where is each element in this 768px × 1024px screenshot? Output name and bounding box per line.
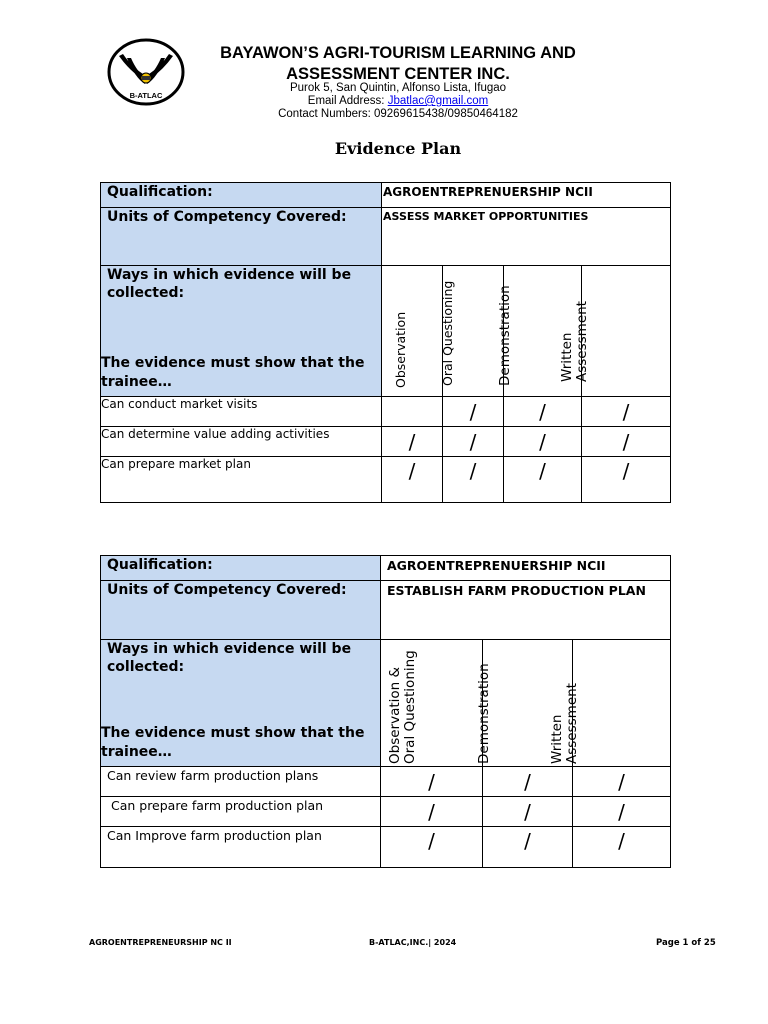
evidence-plan-table-1 [100,182,671,503]
check-slash-mark: / [469,429,477,454]
units-value: ASSESS MARKET OPPORTUNITIES [382,208,671,266]
mark-cell [381,767,483,797]
criterion-text: Can conduct market visits [101,397,382,427]
qualification-value: AGROENTREPRENUERSHIP NCII [381,556,671,581]
check-slash-mark: / [469,459,477,483]
check-slash-mark: / [428,769,435,794]
check-slash-mark: / [622,429,630,454]
method-header-observation [382,266,443,397]
logo-text: B-ATLAC [129,91,163,100]
table-row [101,427,671,457]
mark-cell [443,457,504,503]
ways-label: Ways in which evidence will be collected: [107,641,352,675]
check-slash-mark: / [539,399,546,424]
method-header-written-assessment [559,266,671,397]
mark-cell [381,797,483,827]
qualification-label: Qualification: [101,556,381,581]
check-slash-mark: / [408,459,416,483]
ways-cell [101,640,381,767]
mark-cell [504,397,582,427]
mark-cell [382,427,443,457]
method-label: Demonstration [496,285,513,386]
method-label: Written Assessment [548,683,580,764]
email-link[interactable]: Jbatlac@gmail.com [387,95,489,107]
mark-cell [483,767,573,797]
check-slash-mark: / [622,459,630,483]
units-value: ESTABLISH FARM PRODUCTION PLAN [381,581,671,640]
check-slash-mark: / [618,799,625,824]
mark-cell [504,427,582,457]
method-header-written-assessment [548,640,671,767]
mark-cell [443,397,504,427]
mark-cell [573,797,671,827]
mark-cell [382,457,443,503]
qualification-label: Qualification: [101,183,382,208]
b-atlac-logo [107,38,185,106]
mark-cell [483,827,573,868]
org-name-line1: BAYAWON’S AGRI-TOURISM LEARNING AND [220,44,576,62]
criterion-text: Can determine value adding activities [101,427,382,457]
mark-cell [582,457,671,503]
check-slash-mark: / [524,799,531,824]
check-slash-mark: / [618,829,625,853]
mark-cell [573,827,671,868]
footer-center: B-ATLAC,INC.| 2024 [369,938,457,947]
footer-page-number: Page 1 of 25 [656,938,716,948]
contact-numbers: Contact Numbers: 09269615438/09850464182 [278,108,518,120]
units-label: Units of Competency Covered: [101,208,382,266]
email-label: Email Address: [307,95,388,107]
evidence-label: The evidence must show that the trainee… [101,355,365,390]
ways-label: Ways in which evidence will be collected: [107,267,352,301]
check-slash-mark: / [524,769,531,794]
ways-cell [101,266,382,397]
document-title: Evidence Plan [334,139,462,158]
table-row [101,457,671,503]
mark-cell [483,797,573,827]
mark-cell [443,427,504,457]
units-label: Units of Competency Covered: [101,581,381,640]
footer-left: AGROENTREPRENEURSHIP NC II [89,938,232,947]
check-slash-mark: / [408,429,416,454]
mark-cell [582,427,671,457]
check-slash-mark: / [618,769,625,794]
method-label: Oral Questioning [440,280,455,386]
method-header-oral-questioning [440,266,504,397]
check-slash-mark: / [428,799,435,824]
check-slash-mark: / [524,829,531,853]
qualification-value: AGROENTREPRENUERSHIP NCII [382,183,671,208]
email-line [190,95,606,108]
method-label: Observation [393,311,408,388]
org-name-line2: ASSESSMENT CENTER INC. [286,65,510,83]
method-label: Written Assessment [559,301,590,382]
check-slash-mark: / [622,399,630,424]
evidence-plan-table-2 [100,555,671,868]
table-row [101,397,671,427]
address: Purok 5, San Quintin, Alfonso Lista, Ifugao [289,82,507,94]
check-slash-mark: / [539,459,546,483]
mark-cell [582,397,671,427]
evidence-label: The evidence must show that the trainee… [101,725,365,760]
method-header-observation-oral [381,640,483,767]
table-row [101,827,671,868]
check-slash-mark: / [469,399,477,424]
method-label: Observation & Oral Questioning [386,650,418,764]
table-row [101,767,671,797]
criterion-text: Can prepare market plan [101,457,382,503]
check-slash-mark: / [428,829,435,853]
check-slash-mark: / [539,429,546,454]
criterion-text: Can prepare farm production plan [101,797,381,827]
criterion-text: Can Improve farm production plan [101,827,381,868]
mark-cell [381,827,483,868]
mark-cell [382,397,443,427]
criterion-text: Can review farm production plans [101,767,381,797]
method-label: Demonstration [475,663,492,764]
mark-cell [573,767,671,797]
mark-cell [504,457,582,503]
table-row [101,797,671,827]
